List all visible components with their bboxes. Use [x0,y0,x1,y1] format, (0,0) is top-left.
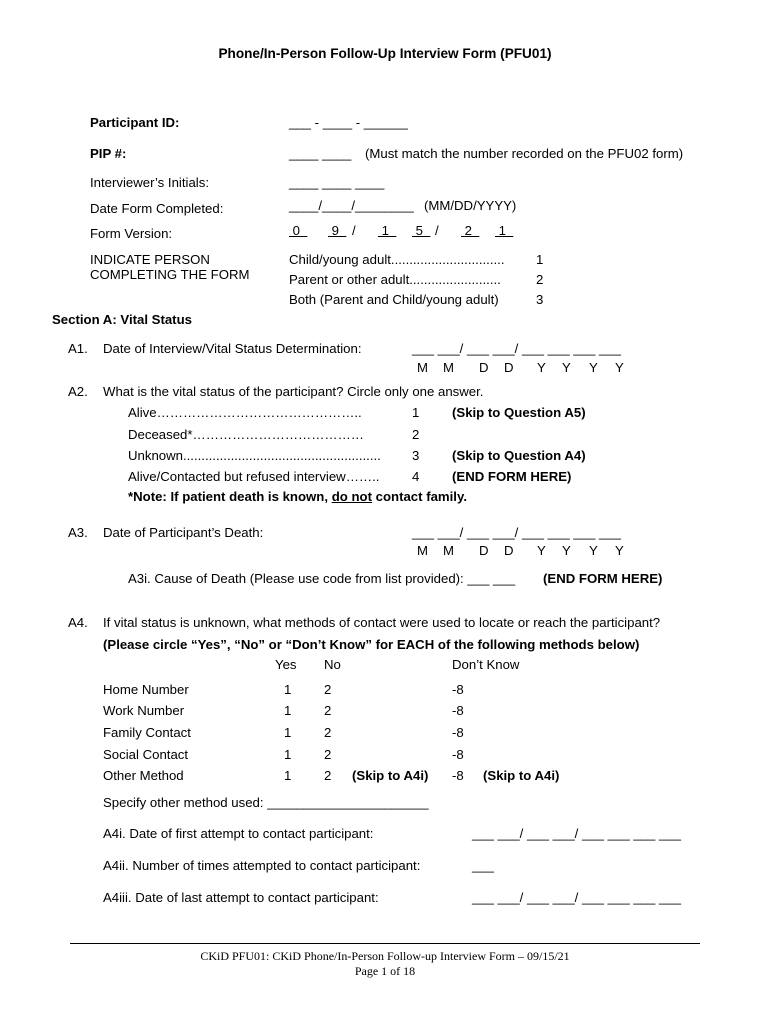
a2-option-skip: (Skip to Question A4) [452,448,586,463]
a2-option-label: Unknown...................................................... [128,448,381,463]
participant-id-field[interactable]: ___ - ____ - ______ [289,115,408,130]
a4-method-label: Family Contact [103,725,191,740]
a4-no-code[interactable]: 2 [324,682,332,697]
page-title: Phone/In-Person Follow-Up Interview Form (PFU01) [218,46,552,61]
footer-divider [70,943,700,944]
a2-option-code[interactable]: 2 [412,427,420,442]
a4-dk-code[interactable]: -8 [452,703,464,718]
a1-format-letter: D [504,360,514,375]
person-option-code[interactable]: 2 [536,272,544,287]
a2-note-prefix: *Note: If patient death is known, [128,489,332,504]
a3-format-letter: Y [589,543,598,558]
a4-no-code[interactable]: 2 [324,725,332,740]
person-option-code[interactable]: 3 [536,292,544,307]
person-option-label: Parent or other adult......................... [289,272,501,287]
a3-format-letter: Y [562,543,571,558]
a3-date-field[interactable]: ___ ___/ ___ ___/ ___ ___ ___ ___ [412,525,621,540]
a2-number: A2. [68,384,88,399]
a4-no-code[interactable]: 2 [324,703,332,718]
a4-dk-code[interactable]: -8 [452,747,464,762]
a4-col-no: No [324,657,341,672]
a4-instruction: (Please circle “Yes”, “No” or “Don’t Know” for EACH of the following methods below) [103,637,640,652]
a4-yes-code[interactable]: 1 [284,768,292,783]
a1-format-letter: M [417,360,428,375]
a4-yes-code[interactable]: 1 [284,747,292,762]
form-version-slash: / [352,223,356,238]
a2-option-label: Deceased*………………………………… [128,427,364,442]
form-version-digit: 9 [328,223,347,238]
form-version-label: Form Version: [90,226,173,241]
a4-yes-code[interactable]: 1 [284,682,292,697]
a3-format-letter: D [479,543,489,558]
a2-note-emphasis: do not [331,489,372,504]
footer-page-number: Page 1 of 18 [354,964,416,978]
a4i-date-field[interactable]: ___ ___/ ___ ___/ ___ ___ ___ ___ [472,826,681,841]
a4-method-label: Home Number [103,682,189,697]
a3-format-letter: Y [615,543,624,558]
person-option-label: Child/young adult............................... [289,252,505,267]
date-completed-label: Date Form Completed: [90,201,224,216]
a4-method-label: Social Contact [103,747,189,762]
a4-yes-code[interactable]: 1 [284,703,292,718]
a2-note-suffix: contact family. [371,489,467,504]
a4-specify-other-field[interactable]: Specify other method used: ______________________ [103,795,429,810]
a2-note [128,489,467,505]
date-completed-format: (MM/DD/YYYY) [424,198,517,213]
a4-method-label: Other Method [103,768,184,783]
a1-date-field[interactable]: ___ ___/ ___ ___/ ___ ___ ___ ___ [412,341,621,356]
date-completed-field[interactable]: ____/____/________ [289,198,414,213]
a2-question: What is the vital status of the participant? Circle only one answer. [103,384,484,399]
pip-field[interactable]: ____ ____ [289,146,352,161]
person-option-code[interactable]: 1 [536,252,544,267]
a4-number: A4. [68,615,88,630]
a3i-question[interactable]: A3i. Cause of Death (Please use code from list provided): ___ ___ [128,571,516,586]
a3-format-letter: D [504,543,514,558]
a4-dk-code[interactable]: -8 [452,768,464,783]
a4-no-code[interactable]: 2 [324,768,332,783]
a3i-end-note: (END FORM HERE) [543,571,663,586]
a1-number: A1. [68,341,88,356]
a4-dk-code[interactable]: -8 [452,682,464,697]
a4-skip-no: (Skip to A4i) [352,768,429,783]
form-version-digit: 2 [461,223,480,238]
a4iii-question: A4iii. Date of last attempt to contact participant: [103,890,379,905]
a4ii-count-field[interactable]: ___ [472,858,495,873]
a3-format-letter: M [417,543,428,558]
a4-method-label: Work Number [103,703,185,718]
footer-form-id: CKiD PFU01: CKiD Phone/In-Person Follow-up Interview Form – 09/15/21 [200,949,570,963]
a3-format-letter: M [443,543,454,558]
a4-question: If vital status is unknown, what methods of contact were used to locate or reach the participant? [103,615,661,630]
section-a-heading: Section A: Vital Status [52,312,192,327]
a3-format-letter: Y [537,543,546,558]
a4-col-dont-know: Don’t Know [452,657,520,672]
a1-format-letter: M [443,360,454,375]
a2-option-label: Alive……………………………………….. [128,405,362,420]
a1-format-letter: Y [589,360,598,375]
a1-format-letter: Y [537,360,546,375]
a4-no-code[interactable]: 2 [324,747,332,762]
form-version-slash: / [435,223,439,238]
a4-dk-code[interactable]: -8 [452,725,464,740]
form-version-digit: 1 [378,223,397,238]
form-version-digit: 0 [289,223,308,238]
a1-question: Date of Interview/Vital Status Determination: [103,341,362,356]
a4iii-date-field[interactable]: ___ ___/ ___ ___/ ___ ___ ___ ___ [472,890,681,905]
pip-label: PIP #: [90,146,127,161]
participant-id-label: Participant ID: [90,115,180,130]
a4i-question: A4i. Date of first attempt to contact participant: [103,826,374,841]
indicate-label-line2: COMPLETING THE FORM [90,267,250,282]
form-version-digit: 1 [495,223,514,238]
pip-note: (Must match the number recorded on the PFU02 form) [365,146,684,161]
person-option-label: Both (Parent and Child/young adult) [289,292,499,307]
a2-option-label: Alive/Contacted but refused interview…….. [128,469,380,484]
form-version-digit: 5 [412,223,431,238]
a4-yes-code[interactable]: 1 [284,725,292,740]
a2-option-code[interactable]: 1 [412,405,420,420]
a2-option-code[interactable]: 3 [412,448,420,463]
initials-label: Interviewer’s Initials: [90,175,209,190]
a3-question: Date of Participant’s Death: [103,525,264,540]
a1-format-letter: Y [562,360,571,375]
a2-option-skip: (END FORM HERE) [452,469,572,484]
a2-option-code[interactable]: 4 [412,469,420,484]
a2-option-skip: (Skip to Question A5) [452,405,586,420]
a3-number: A3. [68,525,88,540]
a1-format-letter: D [479,360,489,375]
a1-format-letter: Y [615,360,624,375]
initials-field[interactable]: ____ ____ ____ [289,175,385,190]
a4-skip-dk: (Skip to A4i) [483,768,560,783]
a4ii-question: A4ii. Number of times attempted to contact participant: [103,858,421,873]
indicate-label-line1: INDICATE PERSON [90,252,210,267]
a4-col-yes: Yes [275,657,297,672]
